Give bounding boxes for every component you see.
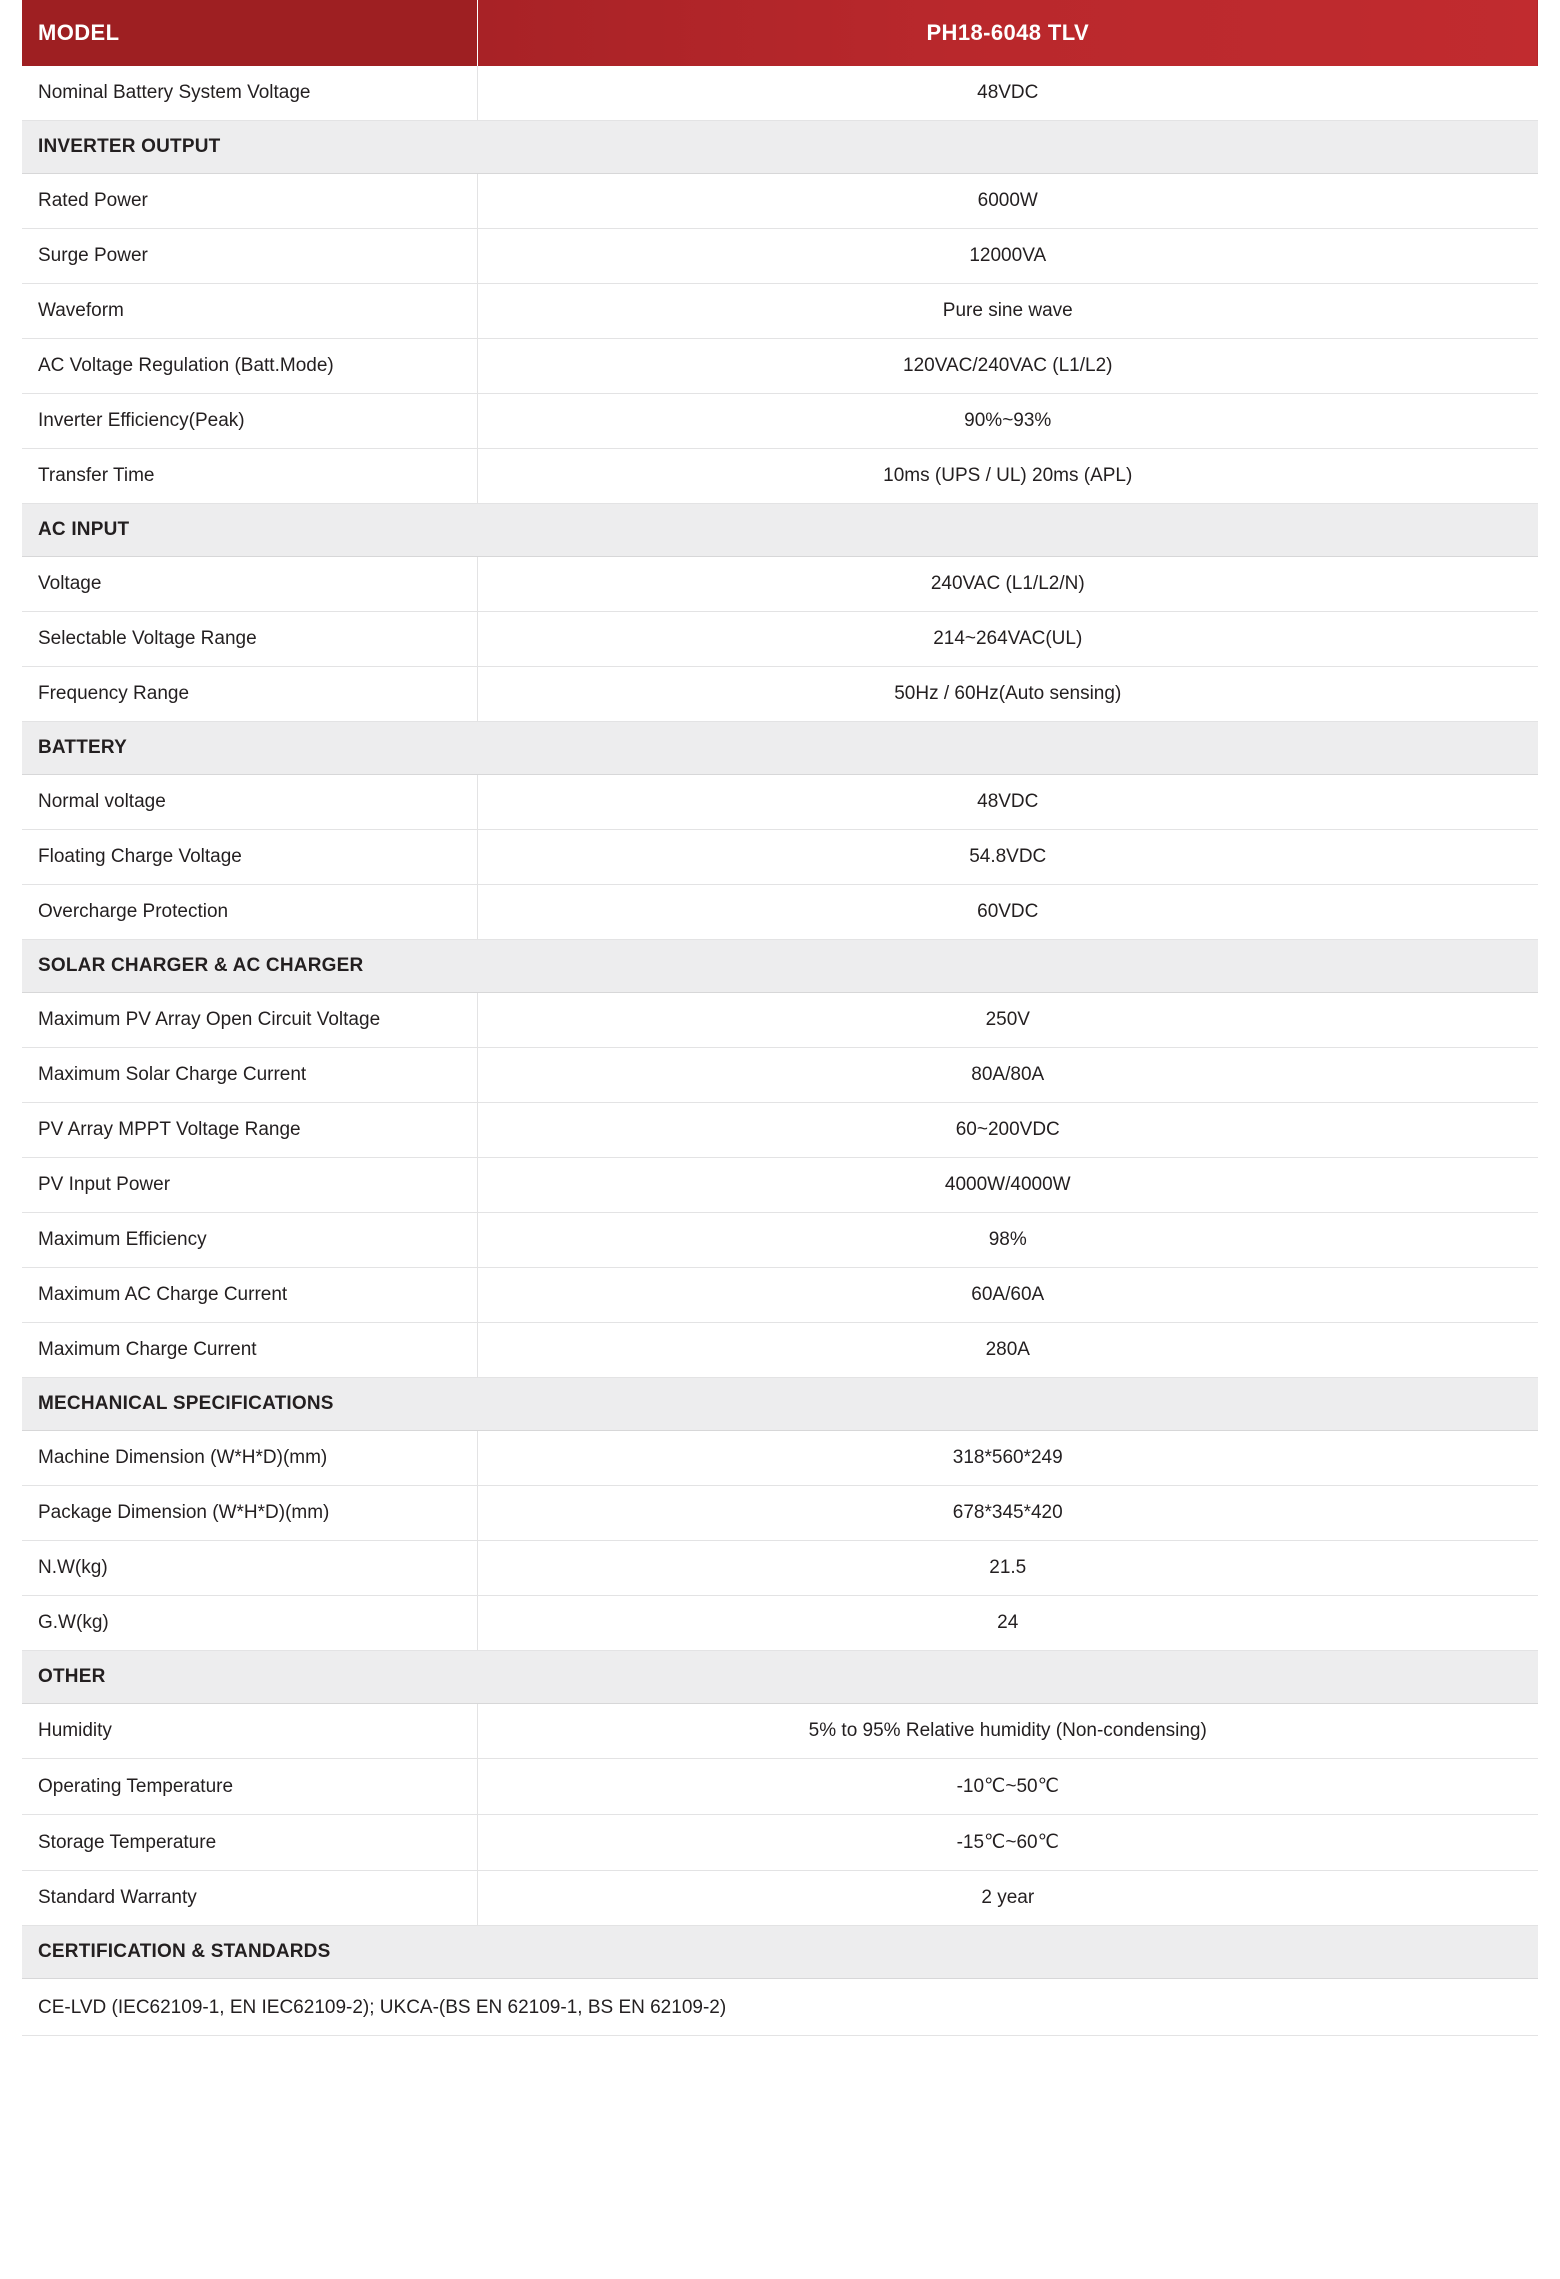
spec-label: Inverter Efficiency(Peak) <box>22 394 477 449</box>
spec-label: Maximum AC Charge Current <box>22 1268 477 1323</box>
certification-note-row <box>22 1979 1538 2036</box>
table-row <box>22 66 1538 121</box>
section-title: CERTIFICATION & STANDARDS <box>22 1926 1538 1979</box>
spec-label: Frequency Range <box>22 667 477 722</box>
specifications-table <box>22 0 1538 2036</box>
spec-value: 6000W <box>477 174 1538 229</box>
section-row <box>22 1926 1538 1979</box>
table-row <box>22 284 1538 339</box>
spec-value: 60A/60A <box>477 1268 1538 1323</box>
table-row <box>22 1596 1538 1651</box>
spec-value: 80A/80A <box>477 1048 1538 1103</box>
section-row <box>22 504 1538 557</box>
spec-label: Voltage <box>22 557 477 612</box>
spec-value: 678*345*420 <box>477 1486 1538 1541</box>
table-row <box>22 1815 1538 1871</box>
spec-value: 5% to 95% Relative humidity (Non-condensing) <box>477 1704 1538 1759</box>
spec-value: -15℃~60℃ <box>477 1815 1538 1871</box>
table-row <box>22 1431 1538 1486</box>
spec-value: 60VDC <box>477 885 1538 940</box>
table-row <box>22 1048 1538 1103</box>
table-row <box>22 1704 1538 1759</box>
header-model-label: MODEL <box>22 0 477 66</box>
spec-label: PV Input Power <box>22 1158 477 1213</box>
spec-value: 48VDC <box>477 775 1538 830</box>
section-title: AC INPUT <box>22 504 1538 557</box>
certification-note-text: CE-LVD (IEC62109-1, EN IEC62109-2); UKCA-(BS EN 62109-1, BS EN 62109-2) <box>22 1979 1538 2036</box>
table-row <box>22 1268 1538 1323</box>
section-row <box>22 722 1538 775</box>
spec-label: Operating Temperature <box>22 1759 477 1815</box>
table-row <box>22 1486 1538 1541</box>
spec-label: Overcharge Protection <box>22 885 477 940</box>
spec-value: 24 <box>477 1596 1538 1651</box>
spec-value: -10℃~50℃ <box>477 1759 1538 1815</box>
spec-value: 60~200VDC <box>477 1103 1538 1158</box>
spec-value: 54.8VDC <box>477 830 1538 885</box>
table-row <box>22 1103 1538 1158</box>
section-title: MECHANICAL SPECIFICATIONS <box>22 1378 1538 1431</box>
section-row <box>22 1378 1538 1431</box>
spec-value: 90%~93% <box>477 394 1538 449</box>
table-row <box>22 394 1538 449</box>
spec-label: Transfer Time <box>22 449 477 504</box>
table-header-row <box>22 0 1538 66</box>
section-title: OTHER <box>22 1651 1538 1704</box>
table-row <box>22 775 1538 830</box>
table-row <box>22 557 1538 612</box>
table-row <box>22 1213 1538 1268</box>
table-row <box>22 449 1538 504</box>
spec-value: 318*560*249 <box>477 1431 1538 1486</box>
spec-value: 50Hz / 60Hz(Auto sensing) <box>477 667 1538 722</box>
spec-label: Floating Charge Voltage <box>22 830 477 885</box>
spec-value: 4000W/4000W <box>477 1158 1538 1213</box>
spec-label: PV Array MPPT Voltage Range <box>22 1103 477 1158</box>
spec-label: G.W(kg) <box>22 1596 477 1651</box>
spec-label: Selectable Voltage Range <box>22 612 477 667</box>
spec-value: 120VAC/240VAC (L1/L2) <box>477 339 1538 394</box>
spec-value: 48VDC <box>477 66 1538 121</box>
table-row <box>22 830 1538 885</box>
table-row <box>22 993 1538 1048</box>
spec-label: Normal voltage <box>22 775 477 830</box>
spec-label: Storage Temperature <box>22 1815 477 1871</box>
table-row <box>22 339 1538 394</box>
section-row <box>22 121 1538 174</box>
section-title: SOLAR CHARGER & AC CHARGER <box>22 940 1538 993</box>
spec-label: N.W(kg) <box>22 1541 477 1596</box>
spec-label: Rated Power <box>22 174 477 229</box>
section-title: INVERTER OUTPUT <box>22 121 1538 174</box>
section-row <box>22 940 1538 993</box>
spec-label: Maximum Efficiency <box>22 1213 477 1268</box>
table-row <box>22 174 1538 229</box>
spec-value: Pure sine wave <box>477 284 1538 339</box>
table-row <box>22 1541 1538 1596</box>
spec-value: 21.5 <box>477 1541 1538 1596</box>
spec-label: Maximum PV Array Open Circuit Voltage <box>22 993 477 1048</box>
section-row <box>22 1651 1538 1704</box>
spec-label: Maximum Solar Charge Current <box>22 1048 477 1103</box>
spec-value: 2 year <box>477 1871 1538 1926</box>
spec-label: Package Dimension (W*H*D)(mm) <box>22 1486 477 1541</box>
table-row <box>22 1158 1538 1213</box>
table-row <box>22 1323 1538 1378</box>
spec-value: 214~264VAC(UL) <box>477 612 1538 667</box>
spec-label: Nominal Battery System Voltage <box>22 66 477 121</box>
spec-label: Maximum Charge Current <box>22 1323 477 1378</box>
header-model-value: PH18-6048 TLV <box>477 0 1538 66</box>
spec-value: 12000VA <box>477 229 1538 284</box>
table-row <box>22 1759 1538 1815</box>
spec-value: 280A <box>477 1323 1538 1378</box>
spec-label: Standard Warranty <box>22 1871 477 1926</box>
spec-label: AC Voltage Regulation (Batt.Mode) <box>22 339 477 394</box>
spec-label: Waveform <box>22 284 477 339</box>
table-row <box>22 229 1538 284</box>
section-title: BATTERY <box>22 722 1538 775</box>
spec-label: Humidity <box>22 1704 477 1759</box>
table-row <box>22 667 1538 722</box>
specifications-table-body <box>22 0 1538 2036</box>
spec-value: 240VAC (L1/L2/N) <box>477 557 1538 612</box>
spec-value: 250V <box>477 993 1538 1048</box>
table-row <box>22 612 1538 667</box>
spec-label: Machine Dimension (W*H*D)(mm) <box>22 1431 477 1486</box>
spec-value: 10ms (UPS / UL) 20ms (APL) <box>477 449 1538 504</box>
spec-label: Surge Power <box>22 229 477 284</box>
table-row <box>22 1871 1538 1926</box>
spec-value: 98% <box>477 1213 1538 1268</box>
table-row <box>22 885 1538 940</box>
